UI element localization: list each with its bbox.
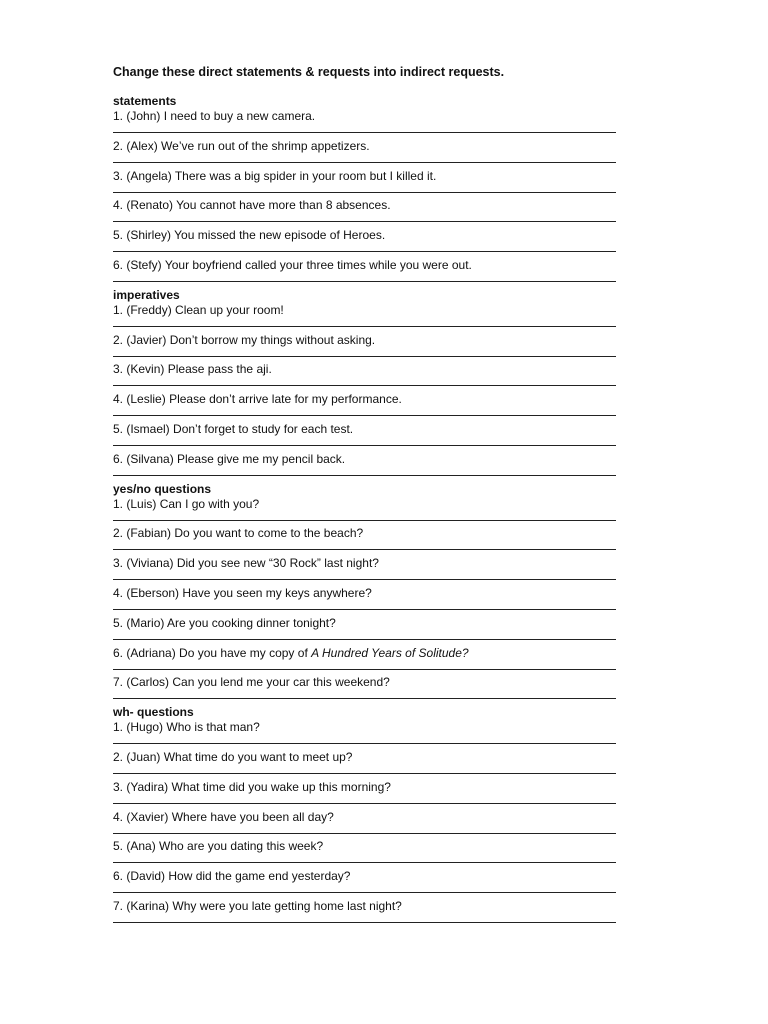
exercise-item [113,586,616,616]
statement-text: Have you seen my keys anywhere? [182,585,372,600]
exercise-item [113,109,616,139]
answer-line[interactable] [113,549,616,550]
exercise-item [113,139,616,169]
exercise-item [113,720,616,750]
answer-line[interactable] [113,475,616,476]
statement-text: Why were you late getting home last night? [172,898,402,913]
exercise-item [113,362,616,392]
exercise-prompt [113,452,616,467]
statement-text: Where have you been all day? [171,809,334,824]
exercise-prompt [113,869,616,884]
exercise-item [113,810,616,840]
statement-text: Don’t borrow my things without asking. [169,332,376,347]
item-number: 5. [113,615,124,630]
answer-line[interactable] [113,803,616,804]
answer-line[interactable] [113,221,616,222]
statement-text: Did you see new “30 Rock” last night? [176,556,379,571]
item-number: 5. [113,839,124,854]
exercise-prompt [113,839,616,854]
item-number: 5. [113,421,127,436]
answer-line[interactable] [113,669,616,670]
statement-text: Who are you dating this week? [159,839,324,854]
item-number: 4. [113,198,127,213]
statement-text: Who is that man? [166,720,260,735]
answer-line[interactable] [113,773,616,774]
speaker-name: (Karina) [126,898,170,913]
exercise-prompt [113,720,616,735]
section-heading: yes/no questions [113,481,212,496]
exercise-item [113,422,616,452]
exercise-item [113,392,616,422]
exercise-prompt [113,392,616,407]
exercise-prompt [113,228,616,243]
speaker-name: (Kevin) [126,362,165,377]
speaker-name: (Juan) [126,749,161,764]
exercise-item [113,198,616,228]
answer-line[interactable] [113,251,616,252]
exercise-prompt [113,109,616,124]
statement-text: Please don’t arrive late for my performance. [169,392,402,407]
exercise-prompt [113,780,616,795]
statement-text: I need to buy a new camera. [163,109,316,123]
speaker-name: (Mario) [126,615,165,630]
exercise-item [113,452,616,482]
answer-line[interactable] [113,281,616,282]
answer-line[interactable] [113,743,616,744]
statement-text: How did the game end yesterday? [168,869,351,884]
exercise-prompt [113,198,616,213]
section-heading: wh- questions [113,705,194,720]
statement-text: Do you want to come to the beach? [174,526,364,541]
speaker-name: (Ismael) [126,421,170,436]
exercise-prompt [113,362,616,377]
exercise-item [113,616,616,646]
speaker-name: (Silvana) [126,451,174,466]
speaker-name: (Javier) [126,332,167,347]
exercise-prompt [113,303,616,318]
exercise-item [113,869,616,899]
item-number: 4. [113,809,124,824]
item-number: 3. [113,556,124,571]
exercise-item [113,258,616,288]
speaker-name: (Renato) [126,198,174,213]
exercise-prompt [113,899,616,914]
item-number: 4. [113,392,124,407]
exercise-item [113,497,616,527]
exercise-item [113,780,616,810]
answer-line[interactable] [113,162,616,163]
speaker-name: (Adriana) [126,645,176,660]
exercise-item [113,303,616,333]
statement-text: Your boyfriend called your three times while you were out. [164,257,472,272]
exercise-item [113,839,616,869]
exercise-item [113,750,616,780]
item-number: 1. [113,720,124,735]
item-number: 2. [113,526,124,541]
speaker-name: (Stefy) [126,257,162,272]
worksheet-page [113,64,616,929]
worksheet-title: Change these direct statements & requests into indirect requests. [113,65,505,79]
item-number: 3. [113,362,124,377]
statement-text: We’ve run out of the shrimp appetizers. [161,138,370,153]
answer-line[interactable] [113,609,616,610]
exercise-prompt [113,586,616,601]
speaker-name: (Viviana) [126,556,174,571]
exercise-item [113,646,616,676]
speaker-name: (Freddy) [126,302,172,317]
answer-line[interactable] [113,833,616,834]
exercise-prompt [113,810,616,825]
exercise-item [113,556,616,586]
item-number: 6. [113,451,127,466]
answer-line[interactable] [113,356,616,357]
statement-text: You cannot have more than 8 absences. [176,198,391,213]
exercise-prompt [113,169,616,184]
speaker-name: (Angela) [126,168,172,183]
answer-line[interactable] [113,698,616,699]
worksheet-sections [113,94,616,929]
exercise-item [113,899,616,929]
exercise-prompt [113,750,616,765]
speaker-name: (David) [126,869,166,884]
speaker-name: (Eberson) [126,585,180,600]
answer-line[interactable] [113,445,616,446]
statement-text: Do you have my copy of [179,645,312,660]
book-title-italic: A Hundred Years of Solitude? [311,645,469,660]
answer-line[interactable] [113,922,616,923]
exercise-item [113,526,616,556]
answer-line[interactable] [113,520,616,521]
statement-text: Can I go with you? [159,496,260,511]
exercise-item [113,333,616,363]
answer-line[interactable] [113,415,616,416]
item-number: 6. [113,645,127,660]
item-number: 6. [113,869,124,884]
statement-text: You missed the new episode of Heroes. [174,228,386,243]
exercise-item [113,228,616,258]
statement-text: Please pass the aji. [167,362,272,377]
statement-text: Can you lend me your car this weekend? [172,675,390,690]
speaker-name: (Xavier) [126,809,169,824]
item-number: 2. [113,138,124,153]
answer-line[interactable] [113,326,616,327]
statement-text: Clean up your room! [175,302,284,317]
spacer [113,80,616,94]
answer-line[interactable] [113,385,616,386]
section-heading: imperatives [113,287,180,302]
item-number: 2. [113,332,124,347]
speaker-name: (Yadira) [126,779,169,794]
exercise-item [113,169,616,199]
answer-line[interactable] [113,132,616,133]
exercise-prompt [113,333,616,348]
item-number: 7. [113,898,127,913]
exercise-prompt [113,616,616,631]
item-number: 6. [113,257,127,272]
statement-text: Please give me my pencil back. [177,451,346,466]
speaker-name: (Shirley) [126,228,172,243]
statement-text: What time did you wake up this morning? [171,779,391,794]
section-heading: statements [113,94,177,108]
statement-text: There was a big spider in your room but I killed it. [174,168,437,183]
exercise-prompt [113,139,616,154]
item-number: 4. [113,585,124,600]
item-number: 7. [113,675,127,690]
item-number: 1. [113,302,124,317]
speaker-name: (Carlos) [126,675,170,690]
speaker-name: (Fabian) [126,526,172,541]
exercise-prompt [113,675,616,690]
speaker-name: (Ana) [126,839,156,854]
exercise-prompt [113,258,616,273]
speaker-name: (Hugo) [126,720,164,735]
item-number: 3. [113,779,124,794]
speaker-name: (John) [126,109,161,123]
answer-line[interactable] [113,892,616,893]
item-number: 2. [113,749,124,764]
speaker-name: (Leslie) [126,392,166,407]
statement-text: Are you cooking dinner tonight? [167,615,336,630]
exercise-prompt [113,646,616,661]
answer-line[interactable] [113,639,616,640]
answer-line[interactable] [113,579,616,580]
item-number: 1. [113,496,124,511]
speaker-name: (Alex) [126,138,158,153]
exercise-item [113,675,616,705]
speaker-name: (Luis) [126,496,157,511]
exercise-prompt [113,526,616,541]
item-number: 3. [113,168,124,183]
statement-text: What time do you want to meet up? [163,749,353,764]
exercise-prompt [113,497,616,512]
statement-text: Don’t forget to study for each test. [173,421,354,436]
exercise-prompt [113,556,616,571]
item-number: 5. [113,228,127,243]
answer-line[interactable] [113,192,616,193]
item-number: 1. [113,109,124,123]
answer-line[interactable] [113,862,616,863]
exercise-prompt [113,422,616,437]
